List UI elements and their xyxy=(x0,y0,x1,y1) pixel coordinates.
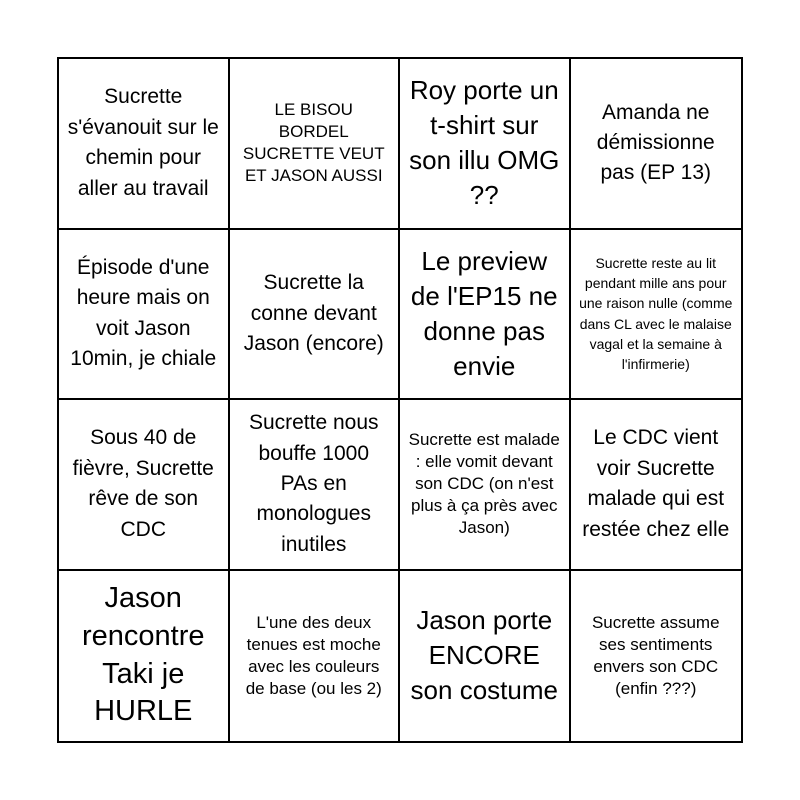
bingo-cell-text: Jason rencontre Taki je HURLE xyxy=(81,582,205,728)
bingo-cell-13[interactable] xyxy=(59,571,230,742)
bingo-cell-text: Sucrette nous bouffe 1000 PAs en monologues inutiles xyxy=(248,411,379,556)
bingo-cell-10[interactable] xyxy=(230,400,401,571)
bingo-cell-text: Amanda ne démissionne pas (EP 13) xyxy=(596,100,715,185)
bingo-cell-text: Sucrette est malade : elle vomit devant son CDC (on n'est plus à ça près avec Jason) xyxy=(408,430,560,538)
bingo-cell-15[interactable] xyxy=(400,571,571,742)
bingo-cell-11[interactable] xyxy=(400,400,571,571)
bingo-cell-text: L'une des deux tenues est moche avec les couleurs de base (ou les 2) xyxy=(245,612,382,698)
bingo-cell-text: Le preview de l'EP15 ne donne pas envie xyxy=(410,245,558,381)
bingo-cell-14[interactable] xyxy=(230,571,401,742)
bingo-cell-text: Sucrette assume ses sentiments envers son CDC (enfin ???) xyxy=(591,612,720,698)
bingo-cell-text: Jason porte ENCORE son costume xyxy=(410,605,558,706)
bingo-cell-6[interactable] xyxy=(230,230,401,401)
bingo-cell-1[interactable] xyxy=(59,59,230,230)
bingo-cell-text: Sucrette reste au lit pendant mille ans pour une raison nulle (comme dans CL avec le malaise vagal et la semaine à l'infirmerie) xyxy=(579,254,733,373)
bingo-cell-16[interactable] xyxy=(571,571,742,742)
bingo-cell-9[interactable] xyxy=(59,400,230,571)
bingo-cell-text: Sous 40 de fièvre, Sucrette rêve de son CDC xyxy=(72,426,214,541)
bingo-cell-3[interactable] xyxy=(400,59,571,230)
bingo-cell-text: Sucrette la conne devant Jason (encore) xyxy=(243,271,384,355)
bingo-cell-5[interactable] xyxy=(59,230,230,401)
bingo-cell-text: Sucrette s'évanouit sur le chemin pour aller au travail xyxy=(67,85,219,200)
bingo-cell-2[interactable] xyxy=(230,59,401,230)
bingo-cell-text: Roy porte un t-shirt sur son illu OMG ?? xyxy=(409,75,560,211)
bingo-cell-4[interactable] xyxy=(571,59,742,230)
bingo-cell-8[interactable] xyxy=(571,230,742,401)
bingo-cell-text: LE BISOU BORDEL SUCRETTE VEUT ET JASON AUSSI xyxy=(242,100,385,186)
bingo-cell-text: Le CDC vient voir Sucrette malade qui est restée chez elle xyxy=(582,426,730,541)
bingo-cell-12[interactable] xyxy=(571,400,742,571)
bingo-cell-text: Épisode d'une heure mais on voit Jason 10min, je chiale xyxy=(70,255,217,371)
bingo-board xyxy=(57,57,743,743)
bingo-cell-7[interactable] xyxy=(400,230,571,401)
